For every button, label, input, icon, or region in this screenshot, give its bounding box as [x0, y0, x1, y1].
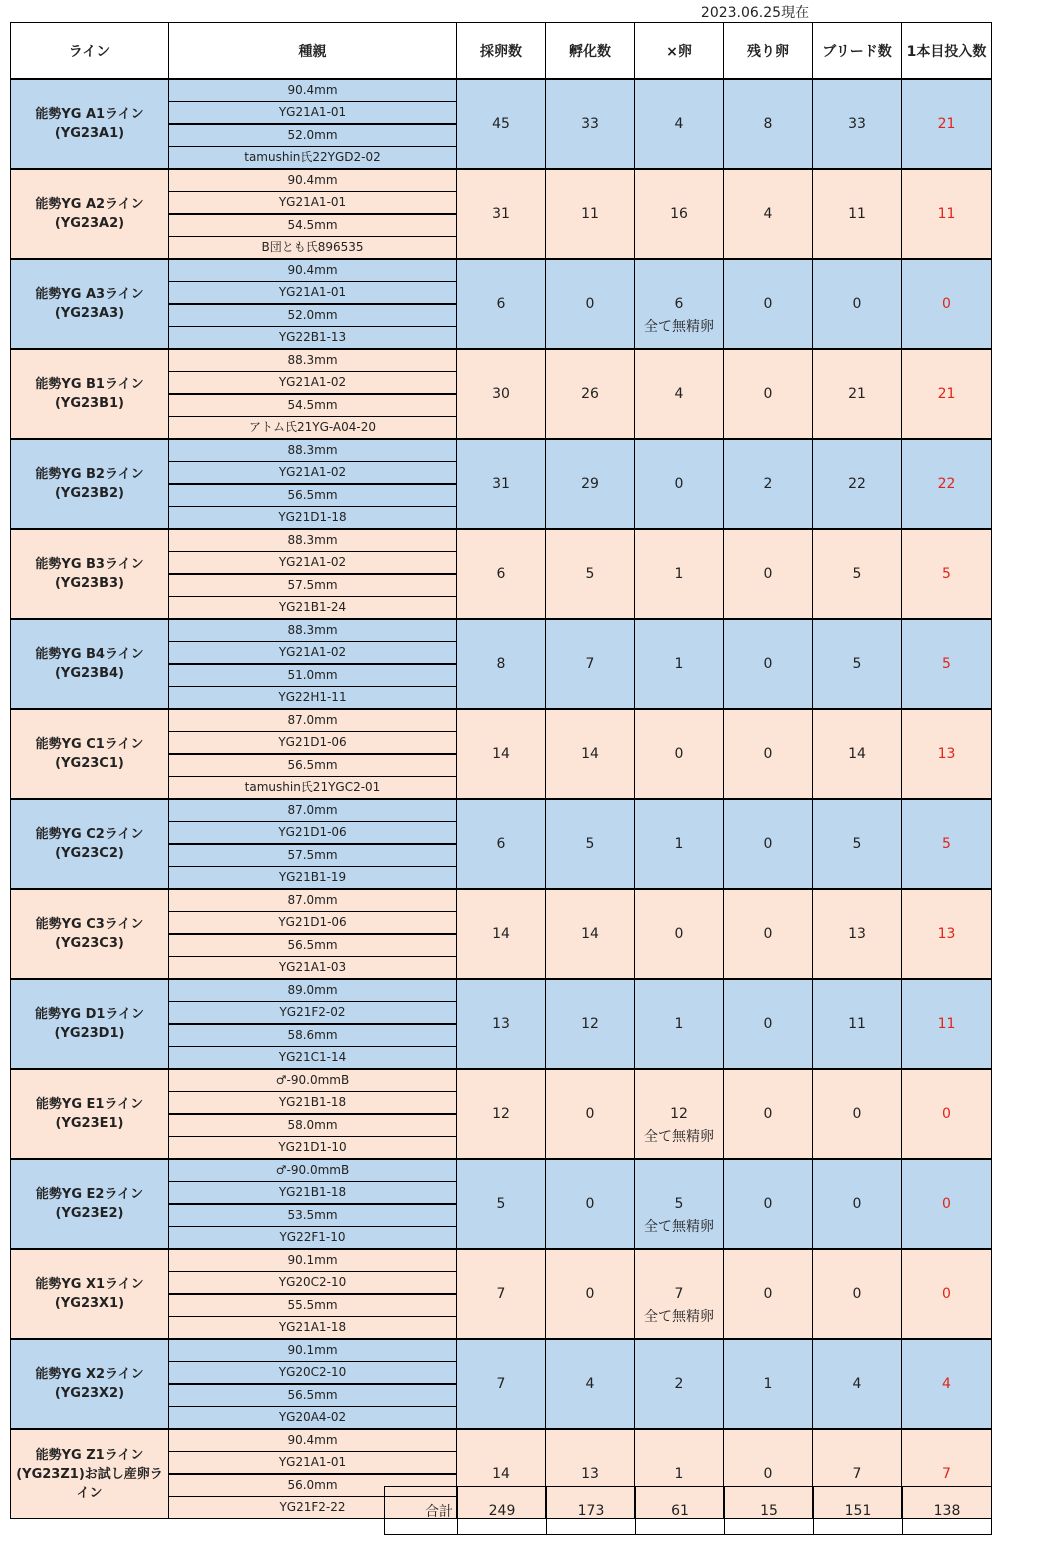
bad-eggs-note: 全て無精卵 [644, 1129, 714, 1145]
bad-eggs-count: 5 [674, 1196, 684, 1212]
breed-count: 13 [813, 889, 902, 979]
hatched-count: 0 [546, 1159, 635, 1249]
parent-male-size: 90.4mm [169, 79, 457, 102]
total-bad-eggs: 61 [636, 1487, 725, 1535]
parent-female-size: 55.5mm [169, 1294, 457, 1317]
line-row [11, 619, 992, 642]
line-name: 能勢YG C3ライン [35, 917, 144, 932]
first-bottle-count: 11 [902, 169, 992, 259]
parent-male-id: YG21A1-01 [169, 192, 457, 215]
bad-eggs-cell [635, 349, 724, 439]
bad-eggs-count: 16 [670, 206, 688, 222]
line-name-cell [11, 349, 169, 439]
remaining-count: 0 [724, 1249, 813, 1339]
header-hatched: 孵化数 [546, 23, 635, 80]
parent-female-id: YG21F2-22 [169, 1497, 457, 1519]
parent-female-id: YG21B1-24 [169, 597, 457, 620]
bad-eggs-note: 全て無精卵 [644, 1219, 714, 1235]
remaining-count: 0 [724, 709, 813, 799]
parent-female-id: YG21A1-03 [169, 957, 457, 980]
total-first-bottle: 138 [903, 1487, 992, 1535]
parent-female-id: YG20A4-02 [169, 1407, 457, 1430]
remaining-count: 0 [724, 1159, 813, 1249]
bad-eggs-count: 0 [674, 746, 684, 762]
parent-male-id: YG21A1-01 [169, 282, 457, 305]
remaining-count: 0 [724, 979, 813, 1069]
parent-male-size: 87.0mm [169, 709, 457, 732]
parent-female-size: 56.5mm [169, 754, 457, 777]
parent-male-size: 88.3mm [169, 349, 457, 372]
bad-eggs-count: 1 [674, 1466, 684, 1482]
eggs-count: 31 [457, 439, 546, 529]
parent-male-id: YG21D1-06 [169, 732, 457, 755]
first-bottle-count: 4 [902, 1339, 992, 1429]
header-remaining: 残り卵 [724, 23, 813, 80]
parent-male-id: YG20C2-10 [169, 1272, 457, 1295]
breed-count: 11 [813, 979, 902, 1069]
bad-eggs-count: 1 [674, 836, 684, 852]
eggs-count: 45 [457, 79, 546, 169]
remaining-count: 0 [724, 1429, 813, 1519]
hatched-count: 12 [546, 979, 635, 1069]
eggs-count: 5 [457, 1159, 546, 1249]
first-bottle-count: 5 [902, 619, 992, 709]
parent-female-id: YG22B1-13 [169, 327, 457, 350]
hatched-count: 13 [546, 1429, 635, 1519]
line-code: (YG23C1) [55, 756, 124, 771]
total-label: 合計 [385, 1487, 458, 1535]
eggs-count: 14 [457, 1429, 546, 1519]
breeding-table [10, 22, 992, 1519]
parent-male-size: 90.4mm [169, 1429, 457, 1452]
parent-female-size: 57.5mm [169, 574, 457, 597]
line-code: (YG23B4) [54, 666, 124, 681]
bad-eggs-cell [635, 799, 724, 889]
parent-female-id: tamushin氏22YGD2-02 [169, 147, 457, 170]
line-name: 能勢YG B3ライン [35, 557, 144, 572]
eggs-count: 12 [457, 1069, 546, 1159]
line-name: 能勢YG A3ライン [35, 287, 144, 302]
parent-female-id: YG21D1-10 [169, 1137, 457, 1160]
bad-eggs-count: 2 [674, 1376, 684, 1392]
remaining-count: 0 [724, 259, 813, 349]
line-row [11, 439, 992, 462]
parent-male-id: YG21D1-06 [169, 912, 457, 935]
bad-eggs-count: 1 [674, 656, 684, 672]
line-name: 能勢YG X1ライン [35, 1277, 144, 1292]
line-name-cell [11, 619, 169, 709]
line-name-cell [11, 1429, 169, 1519]
bad-eggs-count: 0 [674, 476, 684, 492]
eggs-count: 31 [457, 169, 546, 259]
line-name-cell [11, 529, 169, 619]
parent-female-size: 56.5mm [169, 934, 457, 957]
bad-eggs-cell [635, 79, 724, 169]
eggs-count: 6 [457, 529, 546, 619]
line-name: 能勢YG C1ライン [35, 737, 144, 752]
line-name-cell [11, 259, 169, 349]
parent-male-id: YG21A1-02 [169, 372, 457, 395]
remaining-count: 2 [724, 439, 813, 529]
bad-eggs-cell [635, 1249, 724, 1339]
line-name-cell [11, 1069, 169, 1159]
first-bottle-count: 21 [902, 79, 992, 169]
parent-female-size: 54.5mm [169, 214, 457, 237]
line-name-cell [11, 169, 169, 259]
header-eggs: 採卵数 [457, 23, 546, 80]
breed-count: 14 [813, 709, 902, 799]
line-code: (YG23E2) [55, 1206, 124, 1221]
first-bottle-count: 0 [902, 1249, 992, 1339]
header-parents: 種親 [169, 23, 457, 80]
breed-count: 0 [813, 259, 902, 349]
parent-female-id: YG21B1-19 [169, 867, 457, 890]
bad-eggs-count: 1 [674, 566, 684, 582]
line-row [11, 979, 992, 1002]
line-code: (YG23E1) [55, 1116, 124, 1131]
line-name-cell [11, 1249, 169, 1339]
bad-eggs-cell [635, 259, 724, 349]
remaining-count: 0 [724, 799, 813, 889]
bad-eggs-count: 4 [674, 116, 684, 132]
line-name: 能勢YG B2ライン [35, 467, 144, 482]
bad-eggs-cell [635, 709, 724, 799]
breed-count: 22 [813, 439, 902, 529]
bad-eggs-count: 0 [674, 926, 684, 942]
eggs-count: 30 [457, 349, 546, 439]
date-label: 2023.06.25現在 [700, 5, 810, 21]
hatched-count: 7 [546, 619, 635, 709]
line-name-cell [11, 439, 169, 529]
eggs-count: 6 [457, 259, 546, 349]
first-bottle-count: 11 [902, 979, 992, 1069]
parent-male-size: 88.3mm [169, 529, 457, 552]
line-code: (YG23C3) [55, 936, 124, 951]
eggs-count: 7 [457, 1339, 546, 1429]
first-bottle-count: 13 [902, 709, 992, 799]
line-row [11, 1249, 992, 1272]
header-row [11, 23, 992, 80]
parent-male-size: ♂-90.0mmB [169, 1069, 457, 1092]
hatched-count: 4 [546, 1339, 635, 1429]
first-bottle-count: 22 [902, 439, 992, 529]
line-row [11, 1069, 992, 1092]
line-code: (YG23X2) [54, 1386, 125, 1401]
line-code: (YG23D1) [54, 1026, 125, 1041]
line-code: (YG23X1) [54, 1296, 125, 1311]
line-row [11, 1429, 992, 1452]
parent-male-id: YG21A1-01 [169, 102, 457, 125]
breed-count: 0 [813, 1159, 902, 1249]
line-row [11, 169, 992, 192]
breed-count: 5 [813, 619, 902, 709]
line-name-cell [11, 1159, 169, 1249]
parent-male-size: 88.3mm [169, 439, 457, 462]
eggs-count: 8 [457, 619, 546, 709]
line-name-cell [11, 1339, 169, 1429]
line-code: (YG23B2) [54, 486, 124, 501]
parent-female-size: 58.6mm [169, 1024, 457, 1047]
bad-eggs-cell [635, 619, 724, 709]
hatched-count: 0 [546, 1069, 635, 1159]
line-name: 能勢YG Z1ライン [35, 1447, 144, 1463]
line-row [11, 259, 992, 282]
bad-eggs-count: 7 [674, 1286, 684, 1302]
bad-eggs-cell [635, 1159, 724, 1249]
parent-female-size: 53.5mm [169, 1204, 457, 1227]
header-first-bottle: 1本目投入数 [902, 23, 992, 80]
bad-eggs-cell [635, 979, 724, 1069]
parent-female-id: アトム氏21YG-A04-20 [169, 417, 457, 440]
parent-male-size: 90.1mm [169, 1339, 457, 1362]
header-line: ライン [11, 23, 169, 80]
breed-count: 0 [813, 1069, 902, 1159]
line-name: 能勢YG D1ライン [34, 1007, 145, 1022]
line-name: 能勢YG C2ライン [35, 827, 144, 842]
line-row [11, 529, 992, 552]
line-code: (YG23B1) [54, 396, 124, 411]
total-remaining: 15 [725, 1487, 814, 1535]
hatched-count: 0 [546, 259, 635, 349]
remaining-count: 1 [724, 1339, 813, 1429]
header-breed: ブリード数 [813, 23, 902, 80]
parent-male-id: YG21B1-18 [169, 1182, 457, 1205]
remaining-count: 8 [724, 79, 813, 169]
eggs-count: 14 [457, 889, 546, 979]
parent-male-size: 88.3mm [169, 619, 457, 642]
bad-eggs-cell [635, 1339, 724, 1429]
parent-female-size: 52.0mm [169, 124, 457, 147]
line-name: 能勢YG B4ライン [35, 647, 144, 662]
hatched-count: 14 [546, 889, 635, 979]
line-code: (YG23Z1)お試し産卵ライン [16, 1466, 163, 1501]
line-name: 能勢YG X2ライン [35, 1367, 144, 1382]
bad-eggs-note: 全て無精卵 [644, 319, 714, 335]
parent-male-id: YG21F2-02 [169, 1002, 457, 1025]
line-name-cell [11, 889, 169, 979]
parent-female-size: 51.0mm [169, 664, 457, 687]
parent-female-id: YG22H1-11 [169, 687, 457, 710]
parent-female-id: YG22F1-10 [169, 1227, 457, 1250]
first-bottle-count: 0 [902, 259, 992, 349]
bad-eggs-count: 1 [674, 1016, 684, 1032]
parent-female-size: 54.5mm [169, 394, 457, 417]
hatched-count: 11 [546, 169, 635, 259]
remaining-count: 4 [724, 169, 813, 259]
parent-female-size: 56.5mm [169, 484, 457, 507]
parent-male-size: 90.1mm [169, 1249, 457, 1272]
hatched-count: 0 [546, 1249, 635, 1339]
first-bottle-count: 21 [902, 349, 992, 439]
parent-male-size: 90.4mm [169, 169, 457, 192]
parent-female-size: 57.5mm [169, 844, 457, 867]
parent-female-id: B団とも氏896535 [169, 237, 457, 260]
hatched-count: 5 [546, 529, 635, 619]
breed-count: 21 [813, 349, 902, 439]
line-row [11, 709, 992, 732]
line-code: (YG23A2) [54, 216, 125, 231]
breed-count: 5 [813, 529, 902, 619]
first-bottle-count: 7 [902, 1429, 992, 1519]
bad-eggs-count: 4 [674, 386, 684, 402]
parent-female-size: 56.0mm [169, 1474, 457, 1497]
parent-male-id: YG21A1-02 [169, 642, 457, 665]
parent-female-size: 58.0mm [169, 1114, 457, 1137]
line-name: 能勢YG B1ライン [35, 377, 144, 392]
line-name: 能勢YG E1ライン [35, 1097, 144, 1112]
header-bad-eggs: ×卵 [635, 23, 724, 80]
parent-male-size: 90.4mm [169, 259, 457, 282]
breed-count: 5 [813, 799, 902, 889]
hatched-count: 5 [546, 799, 635, 889]
first-bottle-count: 13 [902, 889, 992, 979]
first-bottle-count: 5 [902, 799, 992, 889]
bad-eggs-count: 12 [670, 1106, 688, 1122]
line-row [11, 889, 992, 912]
line-name: 能勢YG E2ライン [35, 1187, 144, 1202]
breed-count: 7 [813, 1429, 902, 1519]
parent-male-id: YG21A1-02 [169, 552, 457, 575]
parent-female-id: tamushin氏21YGC2-01 [169, 777, 457, 800]
bad-eggs-cell [635, 1069, 724, 1159]
bad-eggs-cell [635, 889, 724, 979]
remaining-count: 0 [724, 889, 813, 979]
total-row [385, 1487, 992, 1535]
line-code: (YG23A1) [54, 126, 125, 141]
parent-male-id: YG21A1-01 [169, 1452, 457, 1475]
total-breed: 151 [814, 1487, 903, 1535]
bad-eggs-cell [635, 169, 724, 259]
parent-male-id: YG21B1-18 [169, 1092, 457, 1115]
remaining-count: 0 [724, 619, 813, 709]
hatched-count: 33 [546, 79, 635, 169]
line-row [11, 349, 992, 372]
line-name-cell [11, 799, 169, 889]
line-code: (YG23A3) [54, 306, 125, 321]
parent-male-id: YG21A1-02 [169, 462, 457, 485]
parent-male-size: 87.0mm [169, 799, 457, 822]
eggs-count: 7 [457, 1249, 546, 1339]
breed-count: 0 [813, 1249, 902, 1339]
hatched-count: 14 [546, 709, 635, 799]
eggs-count: 13 [457, 979, 546, 1069]
total-eggs: 249 [458, 1487, 547, 1535]
parent-male-size: 87.0mm [169, 889, 457, 912]
first-bottle-count: 0 [902, 1159, 992, 1249]
line-name: 能勢YG A2ライン [35, 197, 144, 212]
hatched-count: 29 [546, 439, 635, 529]
breed-count: 4 [813, 1339, 902, 1429]
eggs-count: 6 [457, 799, 546, 889]
remaining-count: 0 [724, 349, 813, 439]
bad-eggs-cell [635, 529, 724, 619]
parent-male-id: YG20C2-10 [169, 1362, 457, 1385]
line-code: (YG23B3) [54, 576, 124, 591]
total-hatched: 173 [547, 1487, 636, 1535]
parent-female-id: YG21D1-18 [169, 507, 457, 530]
parent-female-size: 56.5mm [169, 1384, 457, 1407]
parent-female-id: YG21C1-14 [169, 1047, 457, 1070]
parent-female-id: YG21A1-18 [169, 1317, 457, 1340]
breed-count: 33 [813, 79, 902, 169]
line-name: 能勢YG A1ライン [35, 107, 144, 122]
parent-male-size: ♂-90.0mmB [169, 1159, 457, 1182]
eggs-count: 14 [457, 709, 546, 799]
line-row [11, 1339, 992, 1362]
line-row [11, 1159, 992, 1182]
line-name-cell [11, 979, 169, 1069]
line-code: (YG23C2) [55, 846, 124, 861]
line-name-cell [11, 79, 169, 169]
parent-male-id: YG21D1-06 [169, 822, 457, 845]
breed-count: 11 [813, 169, 902, 259]
line-row [11, 799, 992, 822]
bad-eggs-cell [635, 439, 724, 529]
parent-female-size: 52.0mm [169, 304, 457, 327]
total-table [384, 1486, 992, 1535]
line-name-cell [11, 709, 169, 799]
first-bottle-count: 0 [902, 1069, 992, 1159]
remaining-count: 0 [724, 1069, 813, 1159]
remaining-count: 0 [724, 529, 813, 619]
first-bottle-count: 5 [902, 529, 992, 619]
parent-male-size: 89.0mm [169, 979, 457, 1002]
line-row [11, 79, 992, 102]
bad-eggs-count: 6 [674, 296, 684, 312]
hatched-count: 26 [546, 349, 635, 439]
bad-eggs-note: 全て無精卵 [644, 1309, 714, 1325]
